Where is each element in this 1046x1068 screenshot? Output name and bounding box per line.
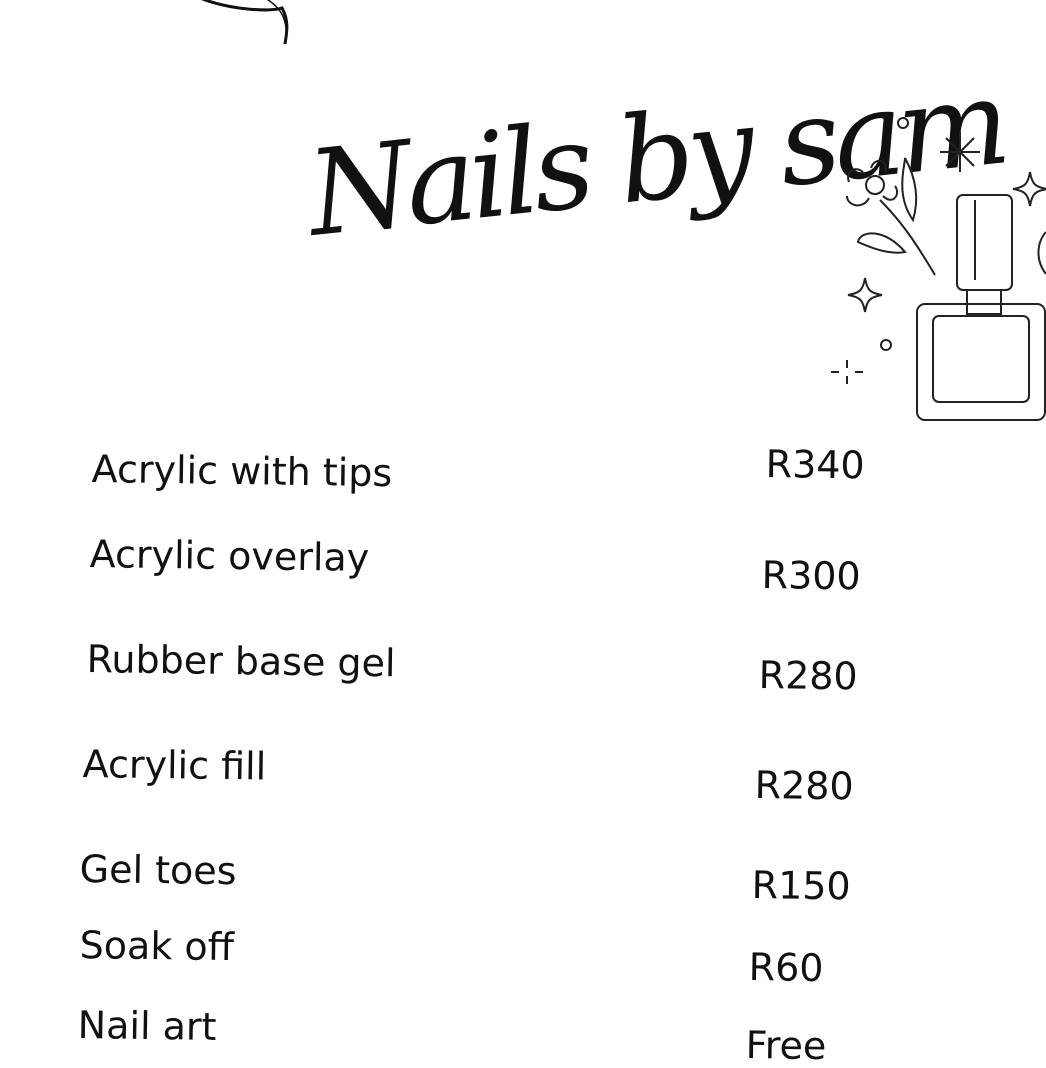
price-label: R150 bbox=[751, 863, 851, 909]
service-label: Rubber base gel bbox=[86, 637, 396, 686]
title-text: Nails by sam bbox=[301, 52, 1011, 263]
price-label: R60 bbox=[748, 945, 824, 991]
service-label: Acrylic with tips bbox=[91, 447, 393, 496]
price-label: R300 bbox=[761, 553, 861, 599]
service-label: Soak off bbox=[79, 923, 235, 970]
service-label: Nail art bbox=[77, 1003, 217, 1049]
price-label: R340 bbox=[765, 442, 865, 488]
service-label: Acrylic fill bbox=[82, 742, 267, 789]
price-label: Free bbox=[745, 1023, 827, 1068]
swirl-line-icon bbox=[190, 0, 300, 50]
price-label: R280 bbox=[754, 763, 854, 809]
service-label: Acrylic overlay bbox=[89, 532, 370, 580]
price-label: R280 bbox=[758, 653, 858, 699]
page-title bbox=[300, 52, 1011, 280]
nail-polish-bottle-icon bbox=[825, 110, 1046, 430]
service-label: Gel toes bbox=[79, 847, 237, 894]
